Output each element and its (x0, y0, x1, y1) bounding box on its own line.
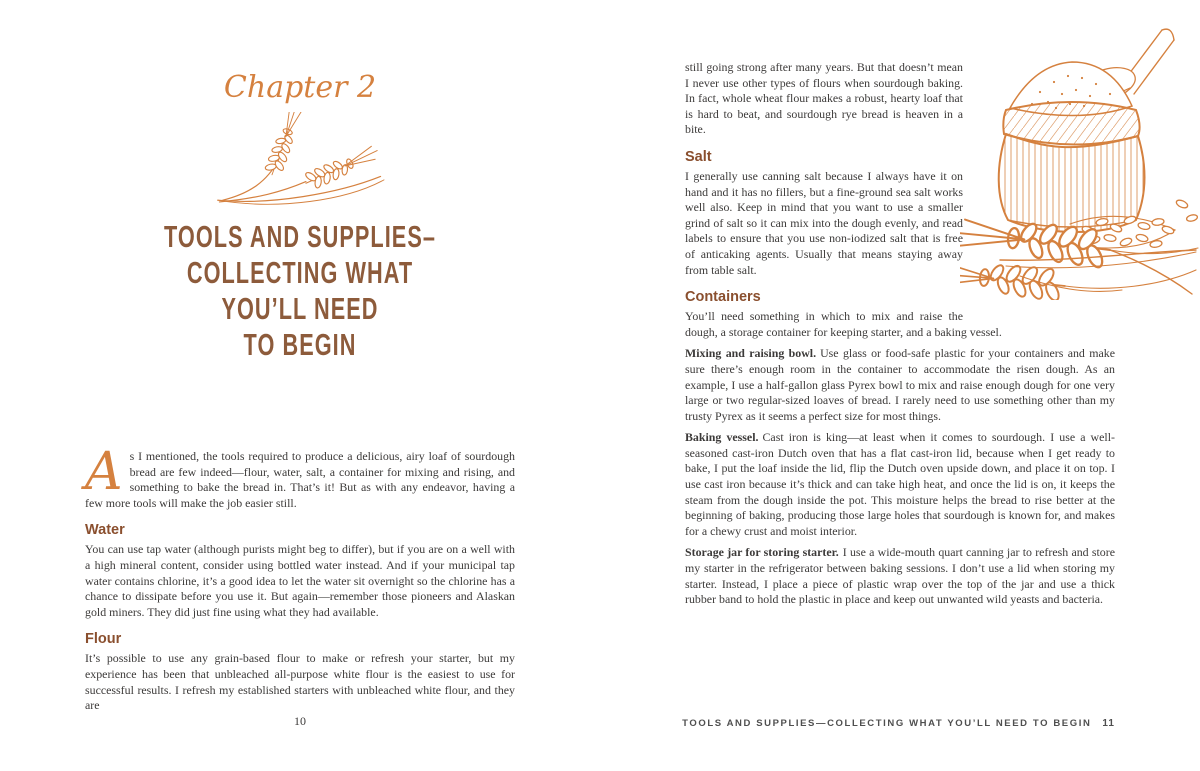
section-body-water: You can use tap water (although purists might beg to differ), but if you are on a well with a high mineral content, consider using bottled water instead. And if your municipal tap water contains chlorine, it’s a good idea to let the water sit overnight so the chlorine has a chance to dissipate before you use it. But again—remember those pioneers and Alaskan gold miners. They did just fine using what they had available. (85, 542, 515, 619)
section-heading-containers: Containers (685, 289, 761, 306)
chapter-title-line: TO BEGIN (243, 327, 357, 362)
page-number-left: 10 (294, 714, 306, 728)
left-page (85, 0, 515, 771)
section-body-salt: I generally use canning salt because I always have it on hand and it has no fillers, but a fine-ground sea salt works well also. Keep in mind that you want to use a smaller grind of salt so it can mix into the dough evenly, and read labels to ensure that you use non-iodized salt that is free of anticaking agents. Usually that means staying away from table salt. (685, 168, 963, 277)
section-heading-salt: Salt (685, 148, 712, 165)
entry-baking-vessel (685, 430, 1115, 539)
entry-mixing-bowl (685, 346, 1115, 424)
entry-lead: Mixing and raising bowl. (685, 346, 817, 361)
running-footer-title: TOOLS AND SUPPLIES—COLLECTING WHAT YOU’LL NEED TO BEGIN (682, 718, 1092, 729)
running-footer (682, 718, 1115, 729)
entry-lead: Storage jar for storing starter. (685, 545, 839, 560)
entry-text: Cast iron is king—at least when it comes to sourdough. I use a well-seasoned cast-iron Dutch oven that has a flat cast-iron lid, because when I get ready to bake, I put the loaf inside the lid, flip the Dutch oven upside down, and place it on top. I use cast iron because it’s thick and can take high heat, and once the lid is on, it keeps the steam from the dough inside the pot. This moisture helps the bread to rise better at the beginning of baking, producing those large holes that sourdough is known for, and makes for a chewy crust and moist interior. (685, 430, 1115, 538)
entry-text: I use a wide-mouth quart canning jar to refresh and store my starter in the refrigerator between baking sessions. I don’t use a lid when storing my starter. Instead, I place a piece of plastic wrap over the top of the jar and use a thick rubber band to hold the plastic in place and keep out unwanted wild yeasts and bacteria. (685, 545, 1115, 607)
wheat-sprig-icon (210, 112, 390, 207)
right-page (682, 0, 1115, 771)
flour-sack-icon (960, 8, 1200, 300)
chapter-title (150, 219, 451, 363)
chapter-title-line: COLLECTING WHAT YOU’LL NEED (186, 255, 414, 326)
section-body-flour: It’s possible to use any grain-based flour to make or refresh your starter, but my experience has been that unbleached all-purpose white flour is the easiest to use for successful results. I refresh my established starters with unbleached white flour, and they are (85, 651, 515, 713)
intro-paragraph (85, 442, 515, 511)
chapter-title-line: TOOLS AND SUPPLIES– (164, 219, 436, 254)
page-number-right: 11 (1102, 718, 1115, 729)
entry-storage-jar (685, 545, 1115, 607)
section-heading-water: Water (85, 522, 125, 539)
flour-continuation-paragraph: still going strong after many years. But that doesn’t mean I never use other types of flours when sourdough baking. In fact, whole wheat flour makes a robust, hearty loaf that is hard to beat, and sourdough rye bread is heaven in a bite. (685, 60, 963, 137)
section-body-containers: You’ll need something in which to mix and raise the dough, a storage container for keeping starter, and a baking vessel. (685, 309, 1002, 339)
entry-lead: Baking vessel. (685, 430, 759, 445)
drop-cap: A (85, 442, 123, 502)
section-heading-flour: Flour (85, 631, 122, 648)
chapter-label: Chapter 2 (223, 70, 377, 105)
entry-text: Use glass or food-safe plastic for your containers and make sure there’s enough room in the container to accommodate the risen dough. As an example, I use a half-gallon glass Pyrex bowl to mix and raise enough dough for one very large or two regular-sized loaves of bread. I rarely need to use something other than my trusty Pyrex as it seems a perfect size for most things. (685, 346, 1115, 423)
intro-text: s I mentioned, the tools required to produce a delicious, airy loaf of sourdough bread are few indeed—flour, water, salt, a container for mixing and rising, and something to bake the bread in. That’s it! But as with any endeavor, having a few more tools will make the job easier still. (85, 449, 515, 510)
